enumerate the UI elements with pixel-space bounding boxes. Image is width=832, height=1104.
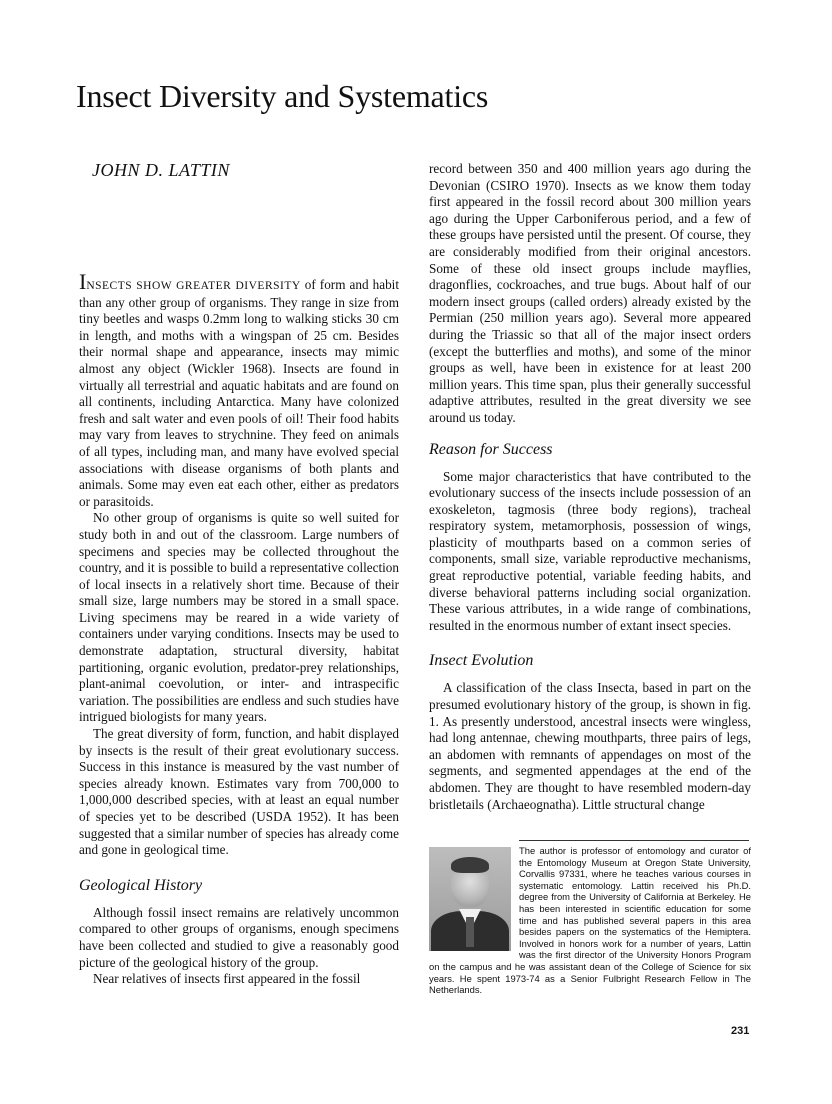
paragraph: No other group of organisms is quite so well suited for study both in and out of the classroom. Large numbers of specimens and species may be collected throughout the country, and it is possible to build a representative collection of local insects in a relatively short time. Because of their small size, large numbers may be stored in a small space. Living specimens may be reared in a wide variety of containers under varying conditions. Insects may be used to demonstrate adaptation, structural diversity, habitat partitioning, organic evolution, predator-prey relationships, plant-animal coevolution, or inter- and intraspecific variation. The possibilities are endless and such studies have intrigued biologists for many years. <box>79 510 399 725</box>
paragraph: Although fossil insect remains are relatively uncommon compared to other groups of organisms, enough specimens have been collected and studied to give a reasonably good picture of the geological history of the group. <box>79 904 399 970</box>
left-column <box>79 269 399 988</box>
paragraph: Some major characteristics that have contributed to the evolutionary success of the insects include possession of an exoskeleton, tagmosis (three body regions), tracheal respiratory system, metamorphosis, possession of wings, plasticity of mouthparts based on a common series of components, small size, variable reproductive mechanisms, great reproductive potential, variable feeding habits, and diverse behavioral patterns including social organization. These various attributes, in a wide range of combinations, resulted in the enormous number of extant insect species. <box>429 468 751 633</box>
paragraph: Near relatives of insects first appeared in the fossil <box>93 971 361 987</box>
section-heading-insect-evolution: Insect Evolution <box>429 652 534 670</box>
drop-cap: I <box>79 269 87 294</box>
intro-paragraph-text: of form and habit than any other group of organisms. They range in size from tiny beetles and wasps 0.2mm long to walking sticks 30 cm in length, and moths with a wingspan of 25 cm. Besides their normal shape and appearance, insects may mimic almost any object (Wickler 1968). Insects are found in virtually all terrestrial and aquatic habitats and are found on all continents, including Antarctica. Many have colonized fresh and salt water and even pools of oil! Their food habits may vary from leaves to strychnine. They feed on animals of all types, including man, and many have evolved special associations with disease organisms of both plants and animals. Some may even eat each other, either as predators or parasitoids. <box>79 277 399 509</box>
intro-paragraph <box>79 269 399 510</box>
page-number: 231 <box>731 1025 750 1037</box>
article-title: Insect Diversity and Systematics <box>76 78 489 114</box>
author-bio <box>429 845 751 996</box>
paragraph: A classification of the class Insecta, based in part on the presumed evolutionary history of the group, is shown in fig. 1. As presently understood, ancestral insects were wingless, had long antennae, chewing mouthparts, three pairs of legs, an abdomen with remnants of appendages on most of the segments, and segmented appendages at the end of the abdomen. They are thought to have resembled modern-day bristletails (Archaeognatha). Little structural change <box>429 680 751 812</box>
author-name: JOHN D. LATTIN <box>92 160 230 180</box>
section-heading-geological-history: Geological History <box>79 876 203 894</box>
bio-divider <box>519 840 749 841</box>
paragraph: record between 350 and 400 million years ago during the Devonian (CSIRO 1970). Insects as we know them today first appeared in the fossil record about 300 million years ago during the Upper Carboniferous period, and a few of these groups have persisted until the present. Of course, they are considerably modified from their original ancestors. Some of these old insect groups include mayflies, dragonflies, cockroaches, and true bugs. About half of our modern insect groups (called orders) already existed by the Permian (250 million years ago). Several more appeared during the Triassic so that all of the major insect orders (except the butterflies and moths), and some of the minor groups as well, have been in existence for at least 200 million years. This time span, plus their generally successful adaptive attributes, resulted in the great diversity we see around us today. <box>429 161 751 425</box>
author-photo <box>429 847 511 951</box>
right-column <box>429 161 751 813</box>
section-heading-reason-for-success: Reason for Success <box>429 440 553 458</box>
paragraph: The great diversity of form, function, and habit displayed by insects is the result of their great evolutionary success. Success in this instance is measured by the vast number of species already known. Estimates vary from 700,000 to 1,000,000 described species, with at least an equal number of species yet to be described (USDA 1952). It has been suggested that a similar number of species has already come and gone in geological time. <box>79 726 399 858</box>
lead-small-caps: NSECTS SHOW GREATER DIVERSITY <box>86 280 301 292</box>
author-bio-text: The author is professor of entomology and curator of the Entomology Museum at Oregon State University, Corvallis 97331, where he teaches various courses in systematic entomology. Lattin received his Ph.D. degree from the University of California at Berkeley. He has been interested in scientific education for some time and has published several papers in this area besides papers on the systematics of the Hemiptera. Involved in honors work for a number of years, Lattin was the first director of the University Honors Program on the campus and he was assistant dean of the College of Science for six years. He spent 1973-74 as a Senior Fulbright Research Fellow in The Netherlands. <box>429 845 751 996</box>
